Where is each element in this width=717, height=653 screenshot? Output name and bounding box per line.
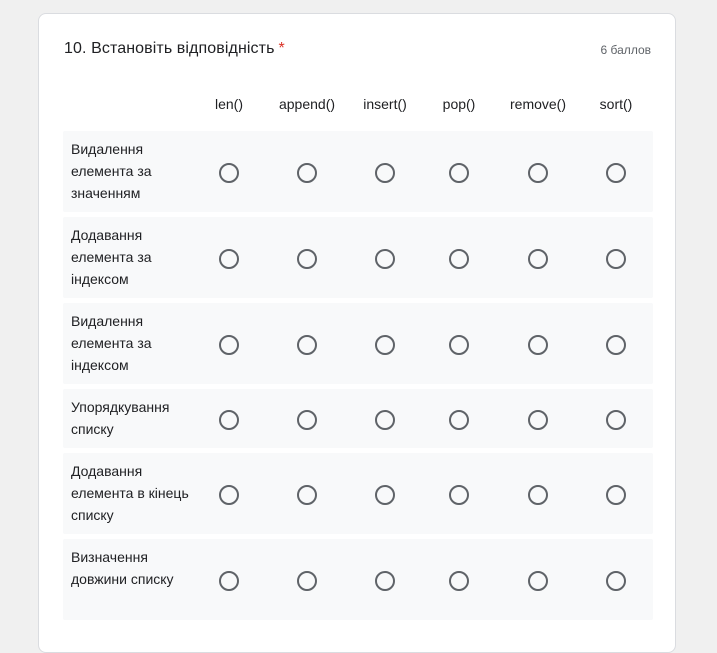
column-header-sort: sort() — [599, 96, 633, 112]
required-mark: * — [278, 40, 285, 57]
radio-option[interactable] — [297, 410, 317, 430]
radio-option[interactable] — [297, 335, 317, 355]
radio-option[interactable] — [375, 571, 395, 591]
radio-option[interactable] — [449, 485, 469, 505]
grid-row — [63, 131, 653, 212]
radio-option[interactable] — [219, 249, 239, 269]
row-label: Видалення елемента за індексом — [71, 313, 152, 373]
radio-option[interactable] — [528, 335, 548, 355]
radio-option[interactable] — [297, 249, 317, 269]
row-label: Визначення довжини списку — [71, 549, 174, 587]
grid-header — [39, 96, 675, 116]
grid-row — [63, 389, 653, 448]
row-label: Упорядкування списку — [71, 399, 170, 437]
question-card — [38, 13, 676, 653]
radio-option[interactable] — [375, 410, 395, 430]
column-header-pop: pop() — [442, 96, 476, 112]
radio-option[interactable] — [219, 163, 239, 183]
radio-option[interactable] — [449, 163, 469, 183]
grid-row — [63, 303, 653, 384]
radio-option[interactable] — [449, 571, 469, 591]
radio-option[interactable] — [219, 485, 239, 505]
radio-option[interactable] — [449, 410, 469, 430]
radio-option[interactable] — [449, 249, 469, 269]
column-header-append: append() — [278, 96, 336, 112]
radio-option[interactable] — [449, 335, 469, 355]
radio-option[interactable] — [606, 410, 626, 430]
radio-option[interactable] — [375, 335, 395, 355]
column-header-insert: insert() — [363, 96, 407, 112]
question-title-text: 10. Встановіть відповідність — [64, 40, 275, 57]
column-header-len: len() — [214, 96, 244, 112]
radio-option[interactable] — [606, 485, 626, 505]
radio-option[interactable] — [606, 335, 626, 355]
row-label: Додавання елемента за індексом — [71, 227, 152, 287]
radio-option[interactable] — [528, 163, 548, 183]
radio-option[interactable] — [528, 571, 548, 591]
radio-option[interactable] — [219, 410, 239, 430]
row-label: Додавання елемента в кінець списку — [71, 463, 189, 523]
radio-option[interactable] — [375, 249, 395, 269]
radio-option[interactable] — [297, 571, 317, 591]
grid-row — [63, 453, 653, 534]
radio-option[interactable] — [297, 163, 317, 183]
radio-option[interactable] — [219, 571, 239, 591]
question-title — [64, 40, 285, 58]
radio-option[interactable] — [219, 335, 239, 355]
radio-option[interactable] — [528, 410, 548, 430]
radio-option[interactable] — [606, 571, 626, 591]
points-label: 6 баллов — [600, 43, 651, 57]
radio-option[interactable] — [375, 163, 395, 183]
row-label: Видалення елемента за значенням — [71, 141, 152, 201]
radio-option[interactable] — [606, 163, 626, 183]
radio-option[interactable] — [528, 249, 548, 269]
radio-option[interactable] — [297, 485, 317, 505]
grid-row — [63, 217, 653, 298]
radio-option[interactable] — [375, 485, 395, 505]
grid-row — [63, 539, 653, 620]
column-header-remove: remove() — [509, 96, 567, 112]
radio-option[interactable] — [528, 485, 548, 505]
radio-option[interactable] — [606, 249, 626, 269]
